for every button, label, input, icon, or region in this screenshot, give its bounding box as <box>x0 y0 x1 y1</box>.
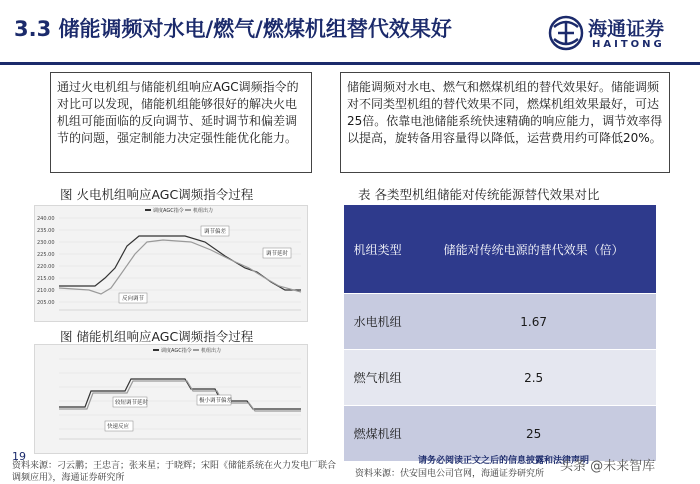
right-text-box: 储能调频对水电、燃气和燃煤机组的替代效果好。储能调频对不同类型机组的替代效果不同，燃煤机组效果最好，可达25倍。依靠电池储能系统快速精确的响应能力，调节效率得以提高，旋转备用容量得以降低，运营费用约可降低20%。 <box>340 72 670 173</box>
legend-agc-2: 调度AGC指令 <box>161 348 192 354</box>
table-header-row <box>344 205 656 294</box>
replacement-effect-table <box>344 205 656 461</box>
table-cell: 2.5 <box>411 350 656 406</box>
company-logo <box>548 12 688 54</box>
disclaimer-notice: 请务必阅读正文之后的信息披露和法律声明 <box>418 456 590 466</box>
logo-text-en: HAITONG <box>592 39 665 50</box>
source-left: 资料来源：刁云鹏；王忠言；张来星；于晓辉；宋阳《储能系统在火力发电厂联合调频应用》，海通证券研究所 <box>12 461 337 483</box>
table-row <box>344 350 656 406</box>
figure2-caption: 图 储能机组响应AGC调频指令过程 <box>60 329 254 344</box>
logo-text-cn: 海通证券 <box>588 18 665 40</box>
agc-command-line <box>59 236 301 290</box>
y-tick: 230.00 <box>37 240 55 246</box>
watermark: 头条 @未来智库 <box>560 459 656 474</box>
figure1-svg <box>35 206 307 321</box>
left-text-box: 通过火电机组与储能机组响应AGC调频指令的对比可以发现，储能机组能够很好的解决火电机组可能面临的反向调节、延时调节和偏差调节的问题，强定制能力决定强性能优化能力。 <box>50 72 312 173</box>
legend-output: 机组出力 <box>193 208 214 214</box>
storage-output-line <box>59 381 301 411</box>
figure2-svg <box>35 345 307 453</box>
figure1-chart <box>34 205 308 322</box>
table-cell: 燃气机组 <box>344 350 411 406</box>
legend-agc: 调度AGC指令 <box>153 208 184 214</box>
figure1-caption: 图 火电机组响应AGC调频指令过程 <box>60 187 254 202</box>
y-tick: 240.00 <box>37 216 55 222</box>
page-title: 3.3 储能调频对水电/燃气/燃煤机组替代效果好 <box>14 17 452 41</box>
logo-icon <box>548 15 584 51</box>
y-tick: 210.00 <box>37 288 55 294</box>
table-cell: 1.67 <box>411 294 656 350</box>
annotation-reverse: 反向调节 <box>122 296 145 302</box>
annotation-fast-response: 快速反应 <box>107 424 130 430</box>
y-tick: 225.00 <box>37 252 55 258</box>
storage-agc-line <box>59 379 301 409</box>
header-divider <box>0 62 700 65</box>
y-tick: 235.00 <box>37 228 55 234</box>
source-right: 资料来源：伏安国电公司官网，海通证券研究所 <box>355 469 545 479</box>
annotation-delay: 调节延时 <box>266 251 289 257</box>
table-caption: 表 各类型机组储能对传统能源替代效果对比 <box>358 187 600 202</box>
y-tick: 205.00 <box>37 300 55 306</box>
annotation-short-delay: 较短调节延时 <box>115 400 149 406</box>
y-tick: 215.00 <box>37 276 55 282</box>
page-number: 19 <box>12 450 26 463</box>
table-header-type: 机组类型 <box>344 205 411 294</box>
figure2-chart <box>34 344 308 454</box>
table-row <box>344 294 656 350</box>
annotation-small-deviation: 极小调节偏差 <box>199 398 233 404</box>
table-cell: 水电机组 <box>344 294 411 350</box>
table-cell: 25 <box>411 406 656 461</box>
table-cell: 燃煤机组 <box>344 406 411 461</box>
annotation-deviation: 调节偏差 <box>204 229 227 235</box>
table-header-effect: 储能对传统电源的替代效果（倍） <box>411 205 656 294</box>
y-tick: 220.00 <box>37 264 55 270</box>
legend-output-2: 机组出力 <box>201 348 222 354</box>
